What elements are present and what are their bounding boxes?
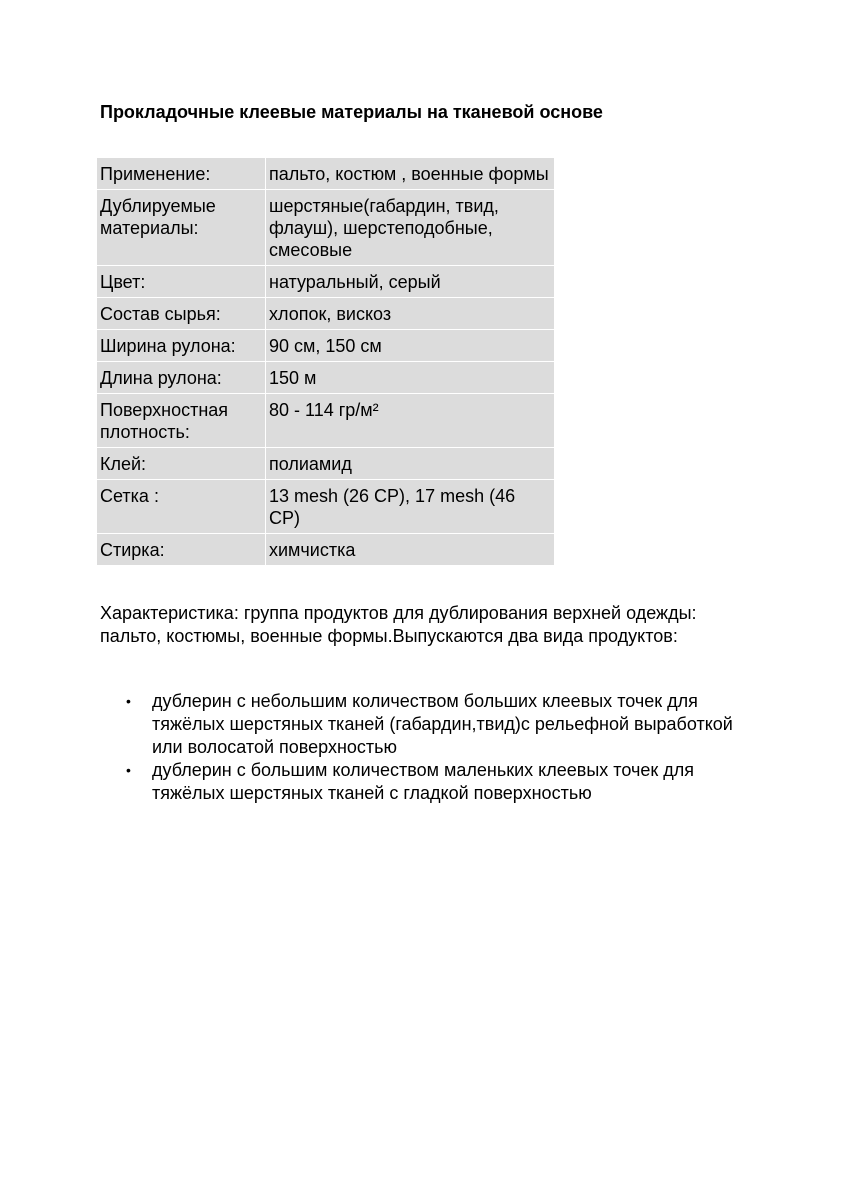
- table-row: [97, 480, 554, 534]
- table-row: [97, 266, 554, 298]
- table-row: [97, 362, 554, 394]
- spec-label: Цвет:: [97, 266, 266, 298]
- bullet-icon: •: [126, 762, 131, 778]
- table-row: [97, 448, 554, 480]
- spec-value: химчистка: [269, 540, 356, 560]
- description-paragraph: Характеристика: группа продуктов для дублирования верхней одежды: пальто, костюмы, военные формы.Выпускаются два вида продуктов:: [100, 603, 697, 646]
- table-row: [97, 534, 554, 566]
- table-row: [97, 158, 554, 190]
- bullet-icon: •: [126, 693, 131, 709]
- spec-label: Применение:: [97, 158, 266, 190]
- spec-label: Клей:: [97, 448, 266, 480]
- spec-label: Состав сырья:: [97, 298, 266, 330]
- spec-value: полиамид: [266, 448, 555, 480]
- product-list: [100, 690, 740, 805]
- list-item: [100, 690, 740, 759]
- spec-value: натуральный, серый: [266, 266, 555, 298]
- spec-label: Длина рулона:: [97, 362, 266, 394]
- spec-value: 90 см, 150 см: [266, 330, 555, 362]
- spec-value: пальто, костюм , военные формы: [266, 158, 555, 190]
- spec-label: Ширина рулона:: [97, 330, 266, 362]
- list-item: [100, 759, 740, 805]
- spec-value: шерстяные(габардин, твид, флауш), шерстеподобные, смесовые: [266, 190, 555, 266]
- spec-label: Поверхностная плотность:: [97, 394, 266, 448]
- spec-label: Стирка:: [97, 534, 266, 566]
- spec-value: 150 м: [266, 362, 555, 394]
- table-row: [97, 394, 554, 448]
- list-item-text: дублерин с большим количеством маленьких клеевых точек для тяжёлых шерстяных тканей с гладкой поверхностью: [152, 760, 694, 803]
- list-item-text: дублерин с небольшим количеством больших клеевых точек для тяжёлых шерстяных тканей (габардин,твид)с рельефной выработкой или волосатой поверхностью: [152, 691, 733, 757]
- spec-table: [97, 158, 554, 565]
- spec-value: 13 mesh (26 CP), 17 mesh (46 CP): [266, 480, 555, 534]
- spec-value: 80 - 114 гр/м²: [266, 394, 555, 448]
- spec-label: Дублируемые материалы:: [97, 190, 266, 266]
- document-title: Прокладочные клеевые материалы на тканевой основе: [100, 102, 603, 122]
- table-row: [97, 298, 554, 330]
- spec-value: хлопок, вискоз: [266, 298, 555, 330]
- spec-label: Сетка :: [97, 480, 266, 534]
- table-row: [97, 330, 554, 362]
- table-row: [97, 190, 554, 266]
